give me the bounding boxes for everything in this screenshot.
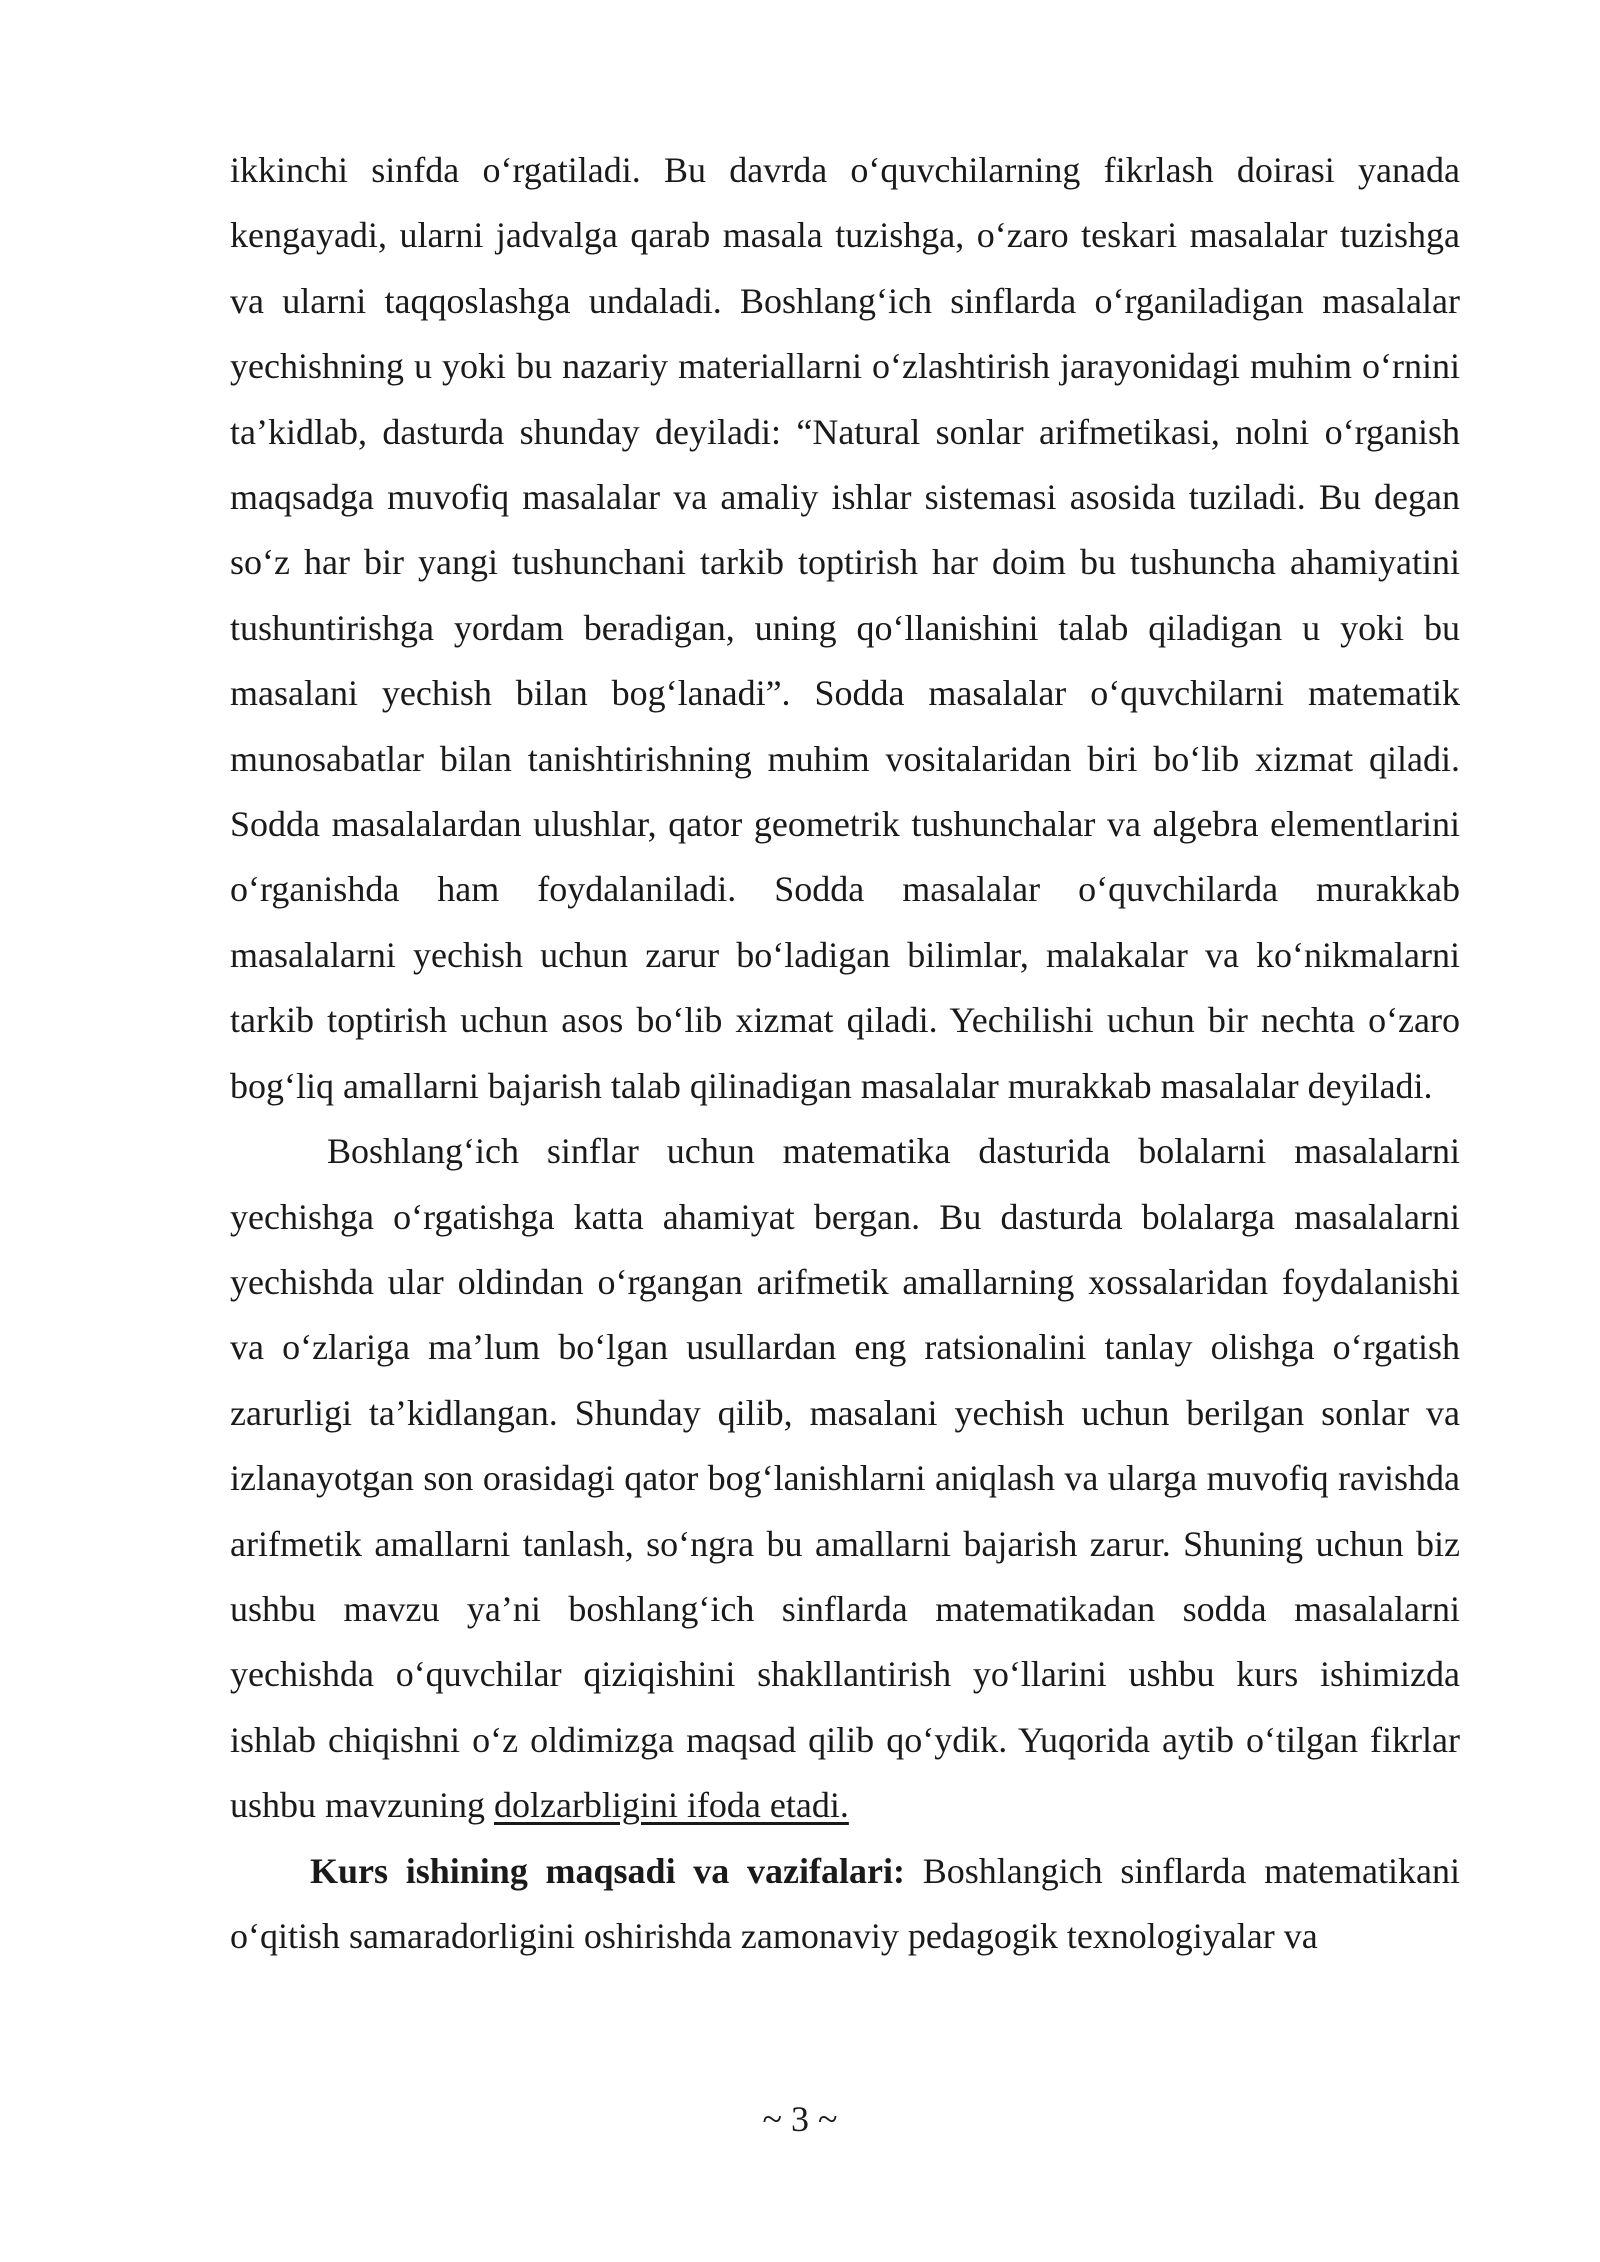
underlined-phrase: dolzarbligini ifoda etadi. xyxy=(493,1785,849,1826)
paragraph-1: ikkinchi sinfda o‘rgatiladi. Bu davrda o‘quvchilarning fikrlash doirasi yanada kengayadi, ularni jadvalga qarab masala tuzishga, o‘zaro teskari masalalar tuzishga va ularni taqqoslashga undaladi. Boshlang‘ich sinflarda o‘rganiladigan masalalar yechishning u yoki bu nazariy materiallarni o‘zlashtirish jarayonidagi muhim o‘rnini ta’kidlab, dasturda shunday deyiladi: “Natural sonlar arifmetikasi, nolni o‘rganish maqsadga muvofiq masalalar va amaliy ishlar sistemasi asosida tuziladi. Bu degan so‘z har bir yangi tushunchani tarkib toptirish har doim bu tushuncha ahamiyatini tushuntirishga yordam beradigan, uning qo‘llanishini talab qiladigan u yoki bu masalani yechish bilan bog‘lanadi”. Sodda masalalar o‘quvchilarni matematik munosabatlar bilan tanishtirishning muhim vositalaridan biri bo‘lib xizmat qiladi. Sodda masalalardan ulushlar, qator geometrik tushunchalar va algebra elementlarini o‘rganishda ham foydalaniladi. Sodda masalalar o‘quvchilarda murakkab masalalarni yechish uchun zarur bo‘ladigan bilimlar, malakalar va ko‘nikmalarni tarkib toptirish uchun asos bo‘lib xizmat qiladi. Yechilishi uchun bir nechta o‘zaro bog‘liq amallarni bajarish talab qilinadigan masalalar murakkab masalalar deyiladi. xyxy=(230,150,1460,1106)
body-text xyxy=(230,138,1460,1969)
section-heading-inline: Kurs ishining maqsadi va vazifalari: xyxy=(310,1850,905,1891)
page-number: ~ 3 ~ xyxy=(762,2099,838,2139)
paragraph-3-text: Boshlangich sinflarda matematikani o‘qitish samaradorligini oshirishda zamonaviy pedagogik texnologiyalar va xyxy=(230,1850,1460,1956)
paragraph-2-text: Boshlang‘ich sinflar uchun matematika dasturida bolalarni masalalarni yechishga o‘rgatishga katta ahamiyat bergan. Bu dasturda bolalarga masalalarni yechishda ular oldindan o‘rgangan arifmetik amallarning xossalaridan foydalanishi va o‘zlariga ma’lum bo‘lgan usullardan eng ratsionalini tanlay olishga o‘rgatish zarurligi ta’kidlangan. Shunday qilib, masalani yechish uchun berilgan sonlar va izlanayotgan son orasidagi qator bog‘lanishlarni aniqlash va ularga muvofiq ravishda arifmetik amallarni tanlash, so‘ngra bu amallarni bajarish zarur. Shuning uchun biz ushbu mavzu ya’ni boshlang‘ich sinflarda matematikadan sodda masalalarni yechishda o‘quvchilar qiziqishini shakllantirish yo‘llarini ushbu kurs ishimizda ishlab chiqishni o‘z oldimizga maqsad qilib qo‘ydik. Yuqorida aytib o‘tilgan fikrlar ushbu mavzuning xyxy=(230,1131,1460,1826)
paragraph-3 xyxy=(230,1839,1460,1970)
paragraph-2 xyxy=(230,1119,1460,1838)
